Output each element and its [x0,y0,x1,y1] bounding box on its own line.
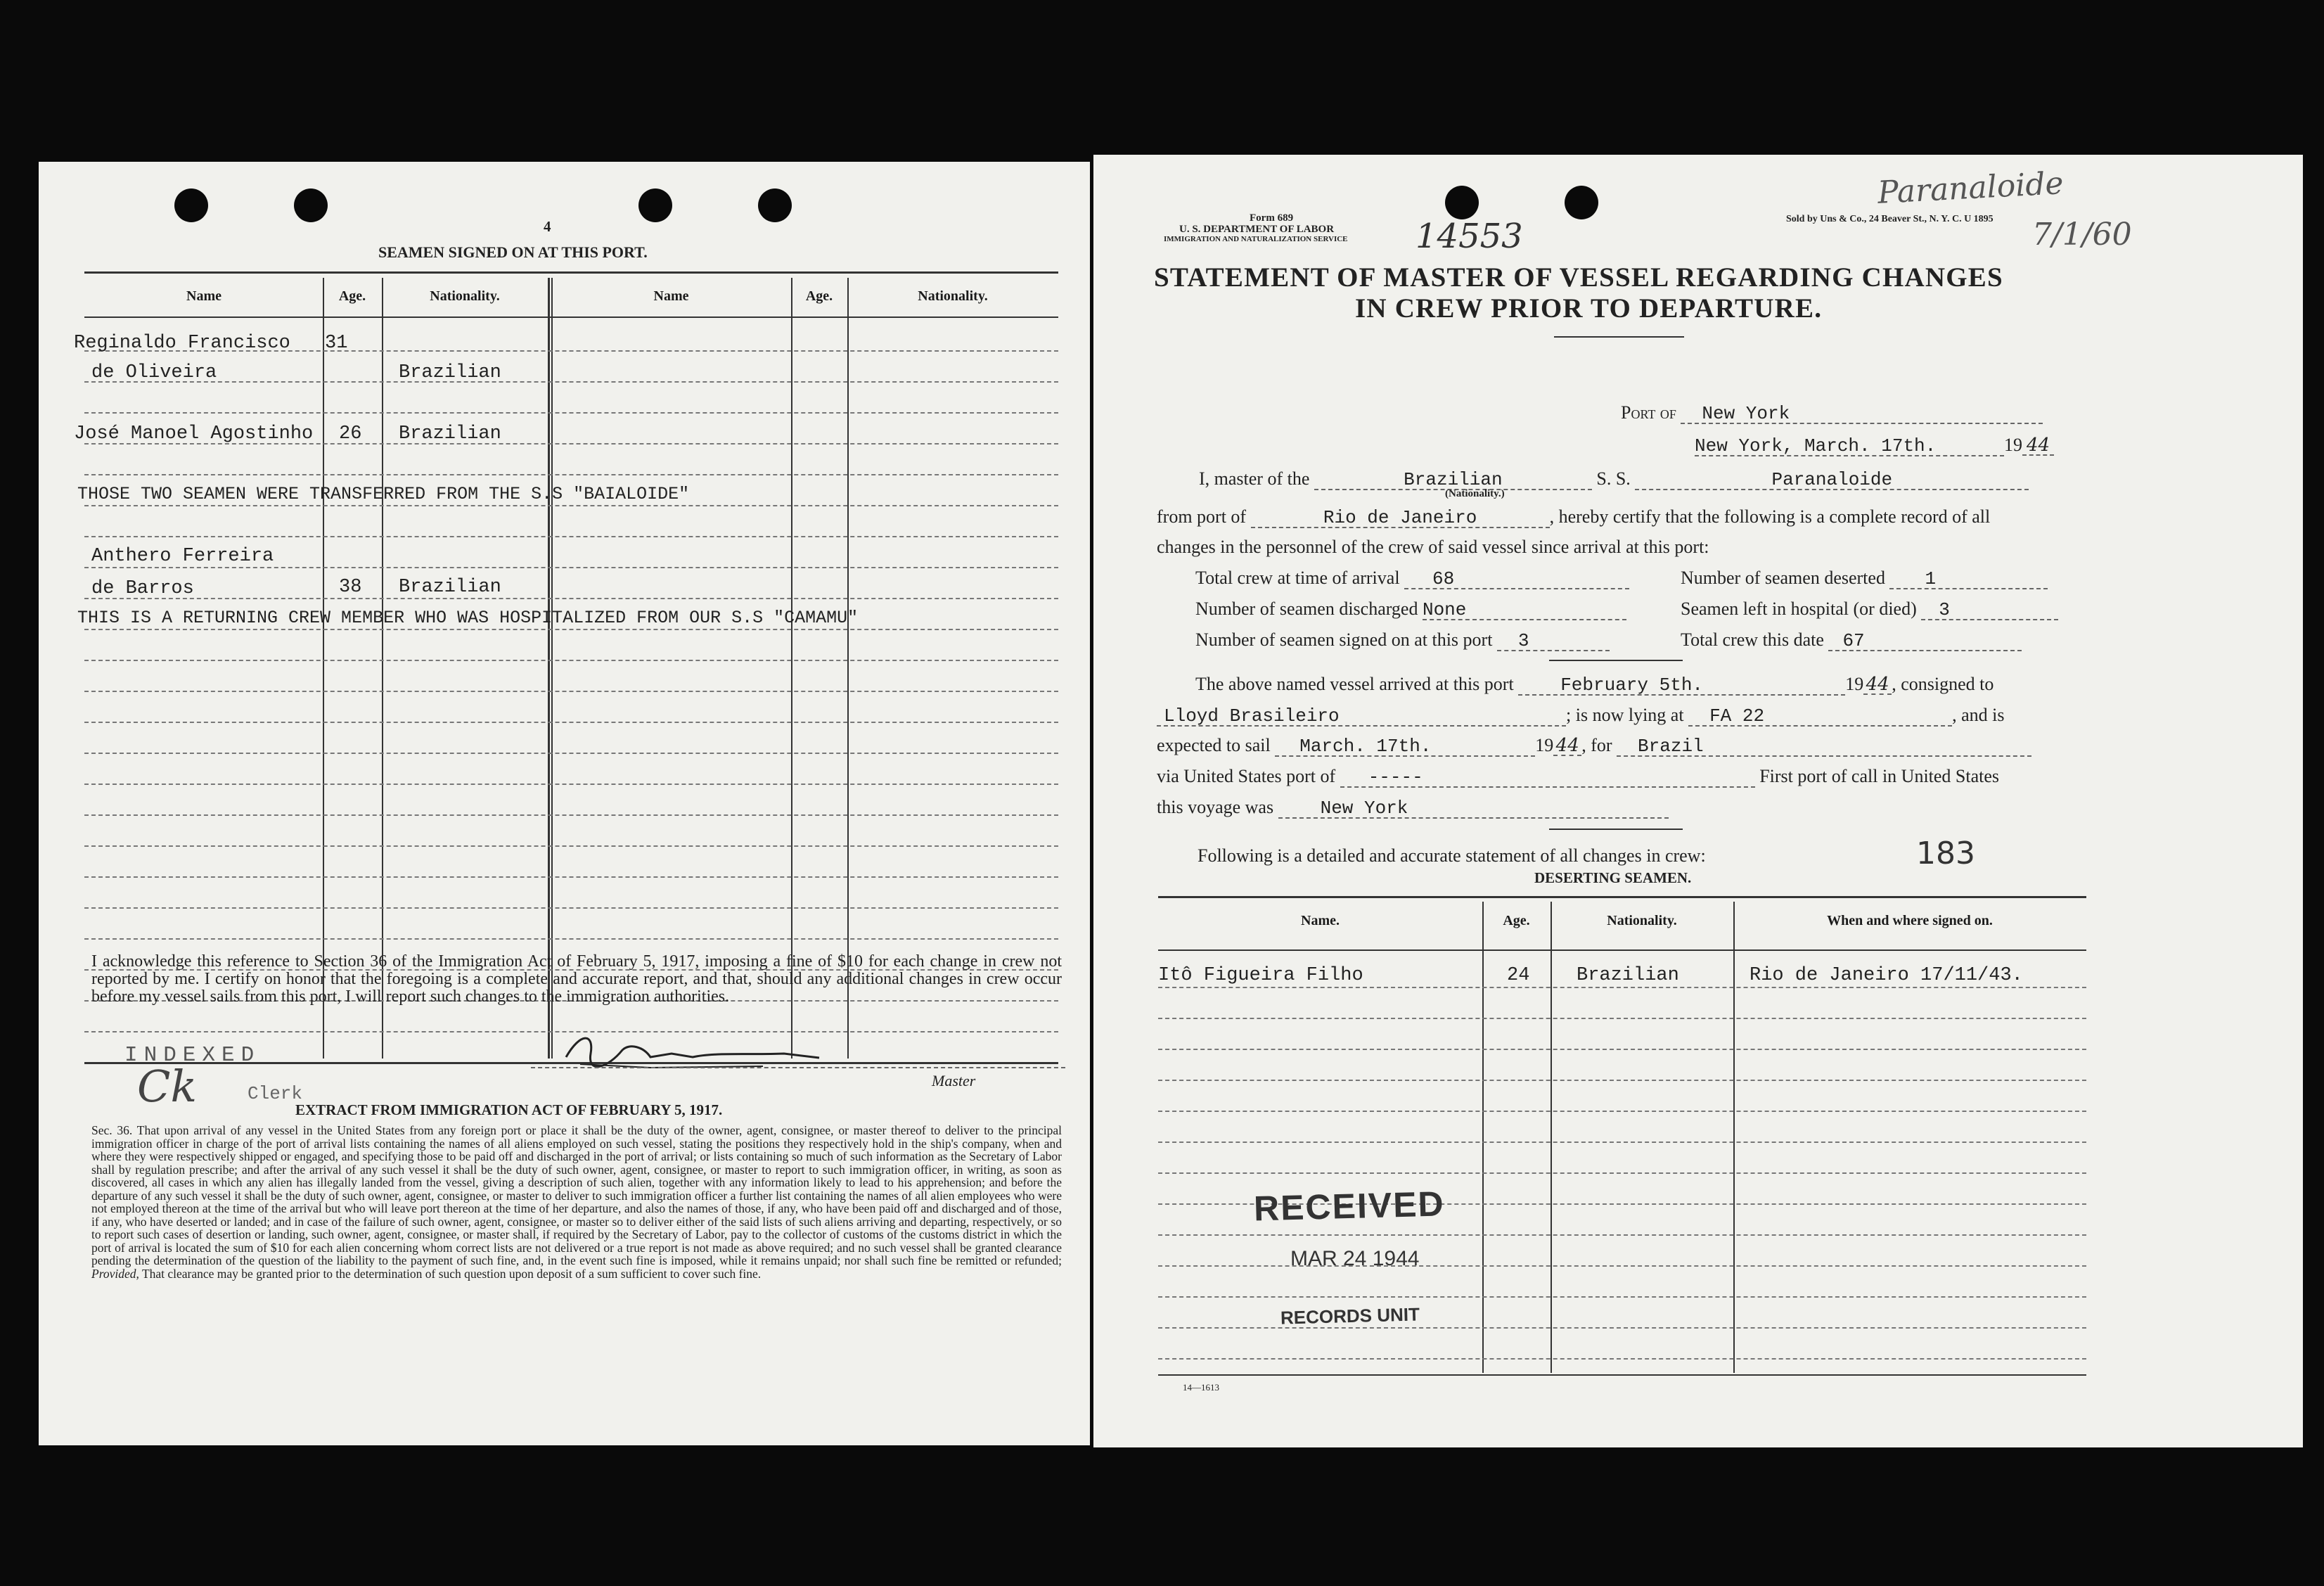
deserting-title: DESERTING SEAMEN. [1534,869,1692,886]
row-line [84,660,1058,661]
ss-label: S. S. [1596,468,1631,489]
voyage-label: this voyage was [1157,797,1274,817]
punch-hole [294,188,328,222]
date-value: New York, March. 17th. [1695,437,2004,456]
master-label: Master [932,1072,976,1089]
extract-text [91,1124,1062,1280]
extract-tail: That clearance may be granted prior to the determination of such question upon deposit of a sum sufficient to cover such fine. [141,1266,762,1281]
punch-hole [1445,186,1479,219]
row-line [1158,1234,2086,1236]
arrival-crew-row [1195,568,1629,589]
from-port-value: Rio de Janeiro [1251,509,1550,528]
master-row [1199,468,2029,490]
total-crew-arrival-label: Total crew at time of arrival [1195,568,1400,588]
signed-on-row [1195,629,1610,651]
returning-note: THIS IS A RETURNING CREW MEMBER WHO WAS HOSPITALIZED FROM OUR S.S "CAMAMU" [77,608,859,628]
deserting-bottom-rule [1158,1374,2086,1376]
changes-row: changes in the personnel of the crew of said vessel since arrival at this port: [1157,537,1709,557]
for-label: , for [1581,735,1612,755]
row-line [84,814,1058,816]
indexed-stamp: INDEXED [124,1043,261,1068]
from-port-label: from port of [1157,506,1247,527]
form-number: Form 689 [1250,212,1294,224]
row-line [84,691,1058,692]
service: IMMIGRATION AND NATURALIZATION SERVICE [1164,235,1348,243]
deserter-signed-on: Rio de Janeiro 17/11/43. [1750,965,2023,986]
counts-rule [1549,660,1683,661]
expected-year-suffix: 44 [1553,736,1581,756]
total-crew-date-label: Total crew this date [1681,629,1824,650]
arrived-year-suffix: 44 [1863,675,1892,695]
acknowledgment: I acknowledge this reference to Section 36 of the Immigration Act of February 5, 1917, imposing a fine of $10 for each change in crew not reported by me. I certify on honor that the foregoing is a complete and accurate report, and that, should any additional changes in crew occur before my vessel sails from this port, I will report such changes to the immigration authorities. [91,952,1062,1006]
entry-nationality: Brazilian [399,362,501,383]
entry-name: Anthero Ferreira [91,546,274,567]
master-of-the-label: I, master of the [1199,468,1310,489]
entry-age: 26 [339,423,362,445]
master-signature-line [531,1067,1065,1068]
signed-on-label: Number of seamen signed on at this port [1195,629,1493,650]
col-header-nationality-2: Nationality. [918,288,988,304]
clerk-label: Clerk [248,1083,303,1104]
row-line [84,567,1058,568]
entry-age: 31 [325,333,348,354]
col-header-nationality: Nationality. [1607,913,1677,928]
port-value: New York [1681,404,2043,424]
deserted-row [1681,568,2048,589]
row-line [1158,1080,2086,1081]
signed-on-value: 3 [1497,632,1610,651]
row-line [84,474,1058,475]
col-header-age-2: Age. [805,288,833,304]
row-line [84,938,1058,940]
row-line [84,784,1058,785]
expected-value: March. 17th. [1275,737,1535,757]
col-header-signed-on: When and where signed on. [1827,913,1993,928]
col-divider [323,278,324,1059]
col-divider [551,278,553,1059]
nationality-caption: (Nationality.) [1445,488,1505,499]
table-header-rule [84,316,1058,318]
row-line [84,753,1058,754]
via-value: ----- [1340,768,1755,788]
year-prefix: 19 [2004,435,2022,455]
col-divider [1482,902,1484,1373]
handwritten-183: 183 [1916,836,1975,871]
expected-label: expected to sail [1157,735,1271,755]
discharged-row [1195,599,1626,620]
nationality-value: Brazilian [1314,471,1592,490]
deserter-age: 24 [1507,965,1530,986]
total-crew-date-value: 67 [1828,632,2022,651]
col-divider [1733,902,1735,1373]
entry-age: 38 [339,577,362,598]
punch-hole [758,188,792,222]
year-suffix: 44 [2022,436,2054,456]
received-date-stamp: MAR 24 1944 [1290,1247,1420,1270]
col-header-name: Name. [1301,913,1340,928]
consignee-row [1157,705,2004,727]
left-page [39,162,1090,1445]
expected-year-prefix: 19 [1535,735,1554,755]
arrived-year-prefix: 19 [1845,674,1864,694]
row-line [1158,1141,2086,1143]
transfer-note: THOSE TWO SEAMEN WERE TRANSFERRED FROM THE S.S "BAIALOIDE" [77,484,690,504]
section-title: SEAMEN SIGNED ON AT THIS PORT. [378,243,648,261]
date-row [1695,435,2054,456]
row-line [84,876,1058,878]
table-top-rule [84,271,1058,274]
extract-provided: Provided, [91,1266,139,1281]
row-line [84,722,1058,723]
entry-name: José Manoel Agostinho [74,423,314,445]
deserting-header-rule [1158,949,2086,951]
row-line [84,598,1058,599]
punch-hole [1565,186,1598,219]
hospital-row [1681,599,2058,620]
footer-code: 14—1613 [1183,1382,1219,1393]
entry-nationality: Brazilian [399,577,501,598]
row-line [84,505,1058,506]
entry-name: de Barros [91,578,194,599]
col-divider [1551,902,1552,1373]
row-line [1158,1111,2086,1112]
and-is-label: , and is [1952,705,2005,725]
col-header-name: Name [186,288,222,304]
extract-title: EXTRACT FROM IMMIGRATION ACT OF FEBRUARY 5, 1917. [295,1101,723,1118]
col-header-age: Age. [338,288,366,304]
handwritten-vessel-note: Paranaloide [1876,165,2065,211]
page-number: 4 [544,218,551,235]
deserted-label: Number of seamen deserted [1681,568,1885,588]
right-page [1093,155,2303,1447]
lying-label: ; is now lying at [1566,705,1684,725]
row-line [1158,1018,2086,1019]
handwritten-number: 14553 [1415,217,1523,256]
row-line [84,536,1058,537]
total-crew-arrival-value: 68 [1404,570,1629,589]
seller: Sold by Uns & Co., 24 Beaver St., N. Y. C. U 1895 [1786,214,1994,224]
row-line [1158,1049,2086,1050]
consigned-label: , consigned to [1892,674,1994,694]
col-header-name-2: Name [653,288,689,304]
col-header-age: Age. [1503,913,1530,928]
col-divider [791,278,792,1059]
clerk-initials: Ck [137,1061,198,1112]
via-label: via United States port of [1157,766,1336,786]
extract-body: Sec. 36. That upon arrival of any vessel in the United States from any foreign port or place it shall be the duty of the owner, agent, consignee, or master thereof to deliver to the principal immigration officer in charge of the port of arrival lists containing the names of all aliens employed on such vessel, stating the positions they respectively hold in the ship's company, when and where they were respectively shipped or engaged, and specifying those to be paid off and discharged in the port of arrival; or lists containing so much of such information as the Secretary of Labor shall by regulation prescribe; and after the arrival of any such vessel it shall be the duty of such owner, agent, consignee, or master to report to such immigration officer, in writing, as soon as discovered, all cases in which any alien has illegally landed from the vessel, giving a description of such alien, together with any information likely to lead to his apprehension; and before the departure of any such vessel it shall be the duty of such owner, agent, consignee, or master to deliver to such immigration officer a further list containing the names of all alien employees who were not employed thereon at the time of the arrival but who will leave port thereon at the time of her departure, and also the names of those, if any, who have been paid off and discharged and of those, if any, who have deserted or landed; and in case of the failure of such owner, agent, consignee, or master so to deliver either of the said lists of such aliens arriving and departing, respectively, or so to report such cases of desertion or landing, such owner, agent, consignee, or master shall, if required by the Secretary of Labor, pay to the collector of customs of the customs district in which the port of arrival is located the sum of $10 for each alien concerning whom correct lists are not delivered or a true report is not made as above required; and no such vessel shall be granted clearance pending the determination of the question of the liability to the payment of such fine, and, in the event such fine is imposed, while it remains unpaid; nor shall such fine be remitted or refunded; [91,1123,1062,1267]
via-row [1157,766,1999,788]
expected-row [1157,735,2031,757]
certify-text: , hereby certify that the following is a complete record of all [1549,506,1991,527]
col-header-nationality: Nationality. [430,288,500,304]
col-divider [548,278,550,1059]
deserter-nationality: Brazilian [1577,965,1679,986]
for-value: Brazil [1617,737,2031,757]
col-divider [847,278,849,1059]
vessel-name: Paranaloide [1635,471,2029,490]
handwritten-date-note: 7/1/60 [2032,217,2132,252]
from-port-row [1157,506,1990,528]
following-text: Following is a detailed and accurate statement of all changes in crew: [1198,845,1706,866]
punch-hole [174,188,208,222]
row-line [1158,1296,2086,1298]
voyage-rule [1549,829,1683,830]
hospital-value: 3 [1921,601,2058,620]
title-rule [1554,336,1684,338]
row-line [84,629,1058,630]
row-line [84,845,1058,847]
received-stamp: RECEIVED [1253,1184,1446,1229]
port-label: Port of [1621,402,1676,423]
first-port-label: First port of call in United States [1759,766,2000,786]
row-line [84,412,1058,414]
consignee-value: Lloyd Brasileiro [1157,707,1566,727]
row-line [1158,1358,2086,1360]
entry-name: de Oliveira [91,362,217,383]
row-line [84,381,1058,383]
discharged-label: Number of seamen discharged [1195,599,1418,619]
row-line [1158,1172,2086,1174]
form-title-line2: IN CREW PRIOR TO DEPARTURE. [1355,293,1823,324]
col-divider [382,278,383,1059]
row-line [84,907,1058,909]
arrived-label: The above named vessel arrived at this port [1195,674,1514,694]
arrived-row [1195,674,1994,696]
deserter-name: Itô Figueira Filho [1158,965,1363,986]
discharged-value: None [1423,601,1626,620]
records-unit-stamp: RECORDS UNIT [1280,1303,1420,1329]
lying-value: FA 22 [1688,707,1952,727]
entry-name: Reginaldo Francisco [74,333,290,354]
deserted-value: 1 [1889,570,2048,589]
form-title-line1: STATEMENT OF MASTER OF VESSEL REGARDING CHANGES [1154,262,2003,293]
entry-nationality: Brazilian [399,423,501,445]
punch-hole [638,188,672,222]
total-crew-date-row [1681,629,2022,651]
master-signature [552,1025,847,1082]
port-row [1621,402,2043,424]
deserting-top-rule [1158,896,2086,898]
voyage-value: New York [1278,799,1669,819]
row-line [1158,987,2086,988]
voyage-row [1157,797,1669,819]
hospital-label: Seamen left in hospital (or died) [1681,599,1917,619]
arrived-value: February 5th. [1518,676,1845,696]
department: U. S. DEPARTMENT OF LABOR [1179,224,1335,235]
